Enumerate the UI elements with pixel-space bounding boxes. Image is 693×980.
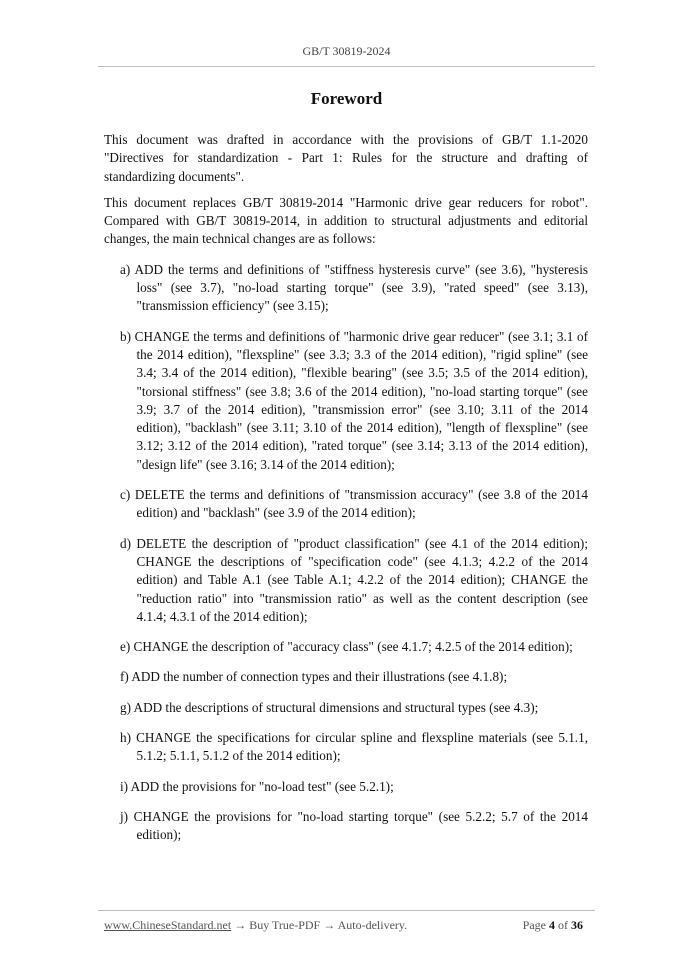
buy-link[interactable]: Buy True-PDF	[249, 918, 321, 932]
page-label: Page	[522, 918, 546, 932]
arrow-right-icon: →	[234, 918, 247, 932]
arrow-right-icon: →	[323, 918, 336, 932]
list-item: a) ADD the terms and definitions of "stiffness hysteresis curve" (see 3.6), "hysteresis loss" (see 3.7), "no-load starting torque" (see 3.9), "rated speed" (see 3.13), "transmission efficiency" (see 3.15);	[120, 261, 588, 314]
running-header: GB/T 30819-2024	[302, 44, 391, 58]
list-item: j) CHANGE the provisions for "no-load starting torque" (see 5.2.2; 5.7 of the 2014 edition);	[120, 808, 588, 843]
header-divider	[98, 66, 595, 67]
site-link[interactable]: www.ChineseStandard.net	[104, 918, 232, 932]
paragraph: This document was drafted in accordance with the provisions of GB/T 1.1-2020 "Directives for standardization - Part 1: Rules for the structure and drafting of standardizing documents".	[104, 132, 588, 184]
list-item: i) ADD the provisions for "no-load test" (see 5.2.1);	[120, 778, 394, 794]
delivery-text: Auto-delivery.	[337, 918, 408, 932]
body-text	[104, 131, 588, 857]
list-item: b) CHANGE the terms and definitions of "harmonic drive gear reducer" (see 3.1; 3.1 of the 2014 edition), "flexspline" (see 3.3; 3.3 of the 2014 edition), "rigid spline" (see 3.4; 3.4 of the 2014 edition), "flexible bearing" (see 3.5; 3.5 of the 2014 edition), "torsional stiffness" (see 3.8; 3.6 of the 2014 edition), "no-load starting torque" (see 3.9; 3.7 of the 2014 edition), "transmission error" (see 3.10; 3.11 of the 2014 edition), "backlash" (see 3.11; 3.10 of the 2014 edition), "length of flexspline" (see 3.12; 3.12 of the 2014 edition), "rated torque" (see 3.14; 3.13 of the 2014 edition), "design life" (see 3.16; 3.14 of the 2014 edition);	[120, 328, 588, 472]
list-item: c) DELETE the terms and definitions of "transmission accuracy" (see 3.8 of the 2014 edition) and "backlash" (see 3.9 of the 2014 edition);	[120, 487, 588, 521]
footer-divider	[98, 910, 595, 911]
paragraph: This document replaces GB/T 30819-2014 "Harmonic drive gear reducers for robot". Compared with GB/T 30819-2014, in addition to structural adjustments and editorial changes, the main technical changes are as follows:	[104, 194, 588, 247]
footer-links	[104, 918, 407, 933]
page-of: of	[558, 918, 568, 932]
list-item: h) CHANGE the specifications for circular spline and flexspline materials (see 5.1.1, 5.1.2; 5.1.1, 5.1.2 of the 2014 edition);	[120, 730, 588, 764]
page-number	[523, 918, 583, 933]
page-current: 4	[549, 918, 555, 932]
page-total: 36	[571, 918, 583, 932]
section-title: Foreword	[310, 89, 383, 108]
list-item: d) DELETE the description of "product classification" (see 4.1 of the 2014 edition); CHANGE the descriptions of "specification code" (see 4.1.3; 4.2.2 of the 2014 edition) and Table A.1 (see Table A.1; 4.2.2 of the 2014 edition); CHANGE the "reduction ratio" into "transmission ratio" as well as the content description (see 4.1.4; 4.3.1 of the 2014 edition);	[120, 535, 588, 624]
list-item: g) ADD the descriptions of structural dimensions and structural types (see 4.3);	[120, 699, 539, 715]
list-item: e) CHANGE the description of "accuracy class" (see 4.1.7; 4.2.5 of the 2014 edition);	[120, 639, 573, 655]
list-item: f) ADD the number of connection types and their illustrations (see 4.1.8);	[120, 669, 508, 685]
